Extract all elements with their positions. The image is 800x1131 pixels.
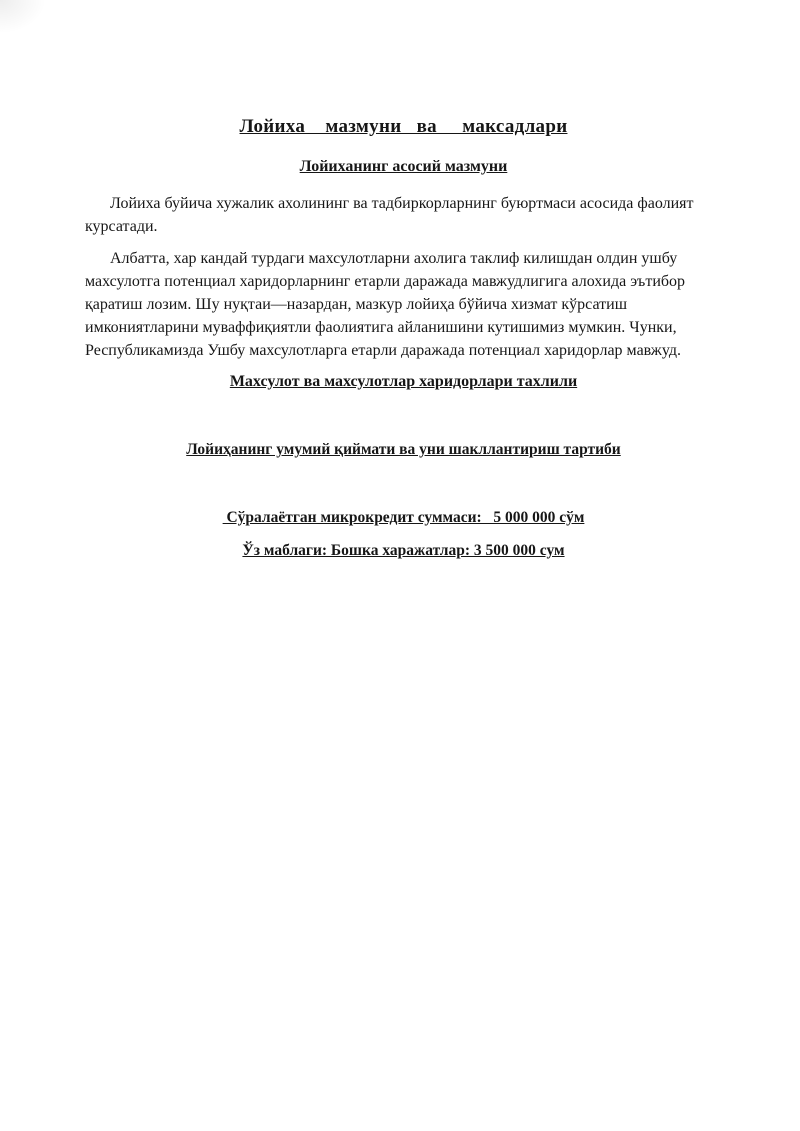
section-heading-product-analysis: Махсулот ва махсулотлар харидорлари тахлили [229,373,578,390]
section-heading-project-value: Лойиҳанинг умумий қиймати ва уни шакллантириш тартиби [186,441,621,458]
paragraph-market-justification: Албатта, хар кандай турдаги махсулотларни ахолига таклиф килишдан олдин ушбу махсулотга потенциал харидорларнинг етарли даражада мавжудлигига алохида эътибор қаратиш лозим. Шу нуқтаи—назардан, мазкур лойиҳа бўйича хизмат кўрсатиш имкониятларини муваффиқиятли фаолиятига айланишини кутишимиз мумкин. Чунки, Республикамизда Ушбу махсулотларга етарли даражада потенциал харидорлар мавжуд. [85,250,686,359]
microcredit-amount-line: Сўралаётган микрокредит суммаси: 5 000 000 сўм [222,509,585,526]
section-heading-main-content: Лойиханинг асосий мазмуни [299,158,508,175]
document-title: Лойиха мазмуни ва максадлари [239,116,568,137]
own-funds-amount-line: Ўз маблаги: Бошка харажатлар: 3 500 000 сум [242,542,565,559]
paragraph-project-activity: Лойиха буйича хужалик ахолининг ва тадбиркорларнинг буюртмаси асосида фаолият курсатади. [85,195,694,235]
